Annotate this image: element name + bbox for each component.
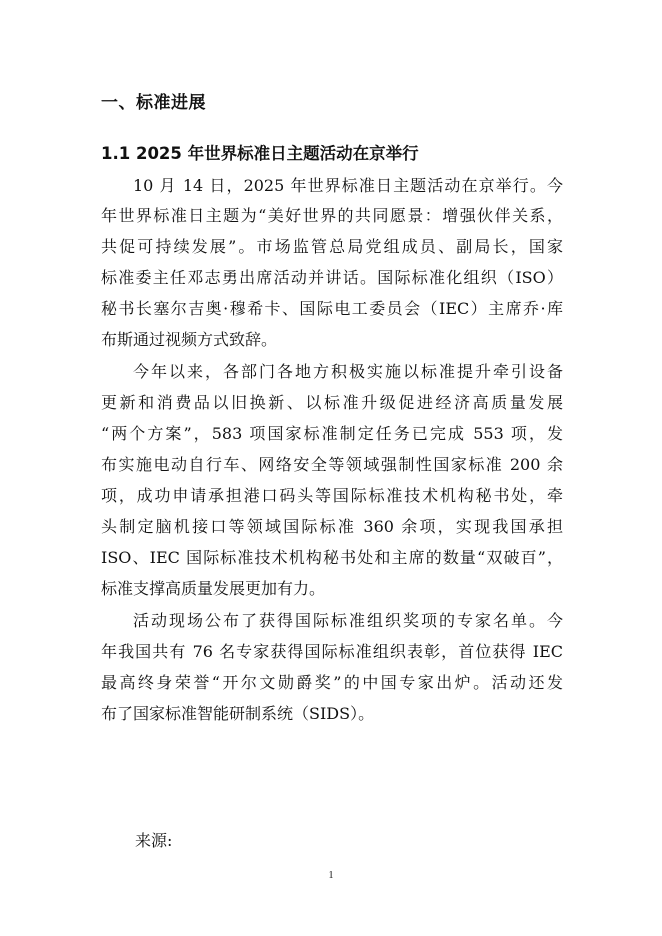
paragraph-line: 今年以来，各部门各地方积极实施以标准提升牵引设备 <box>133 362 563 381</box>
paragraph-line: 布了国家标准智能研制系统（SIDS）。 <box>101 704 375 723</box>
section-heading: 一、标准进展 <box>101 93 206 113</box>
paragraph-line: 标准支撑高质量发展更加有力。 <box>101 579 326 598</box>
paragraph-line: 布实施电动自行车、网络安全等领域强制性国家标准 200 余 <box>101 455 563 474</box>
subsection-heading: 1.1 2025 年世界标准日主题活动在京举行 <box>101 144 419 163</box>
paragraph-line: 项，成功申请承担港口码头等国际标准技术机构秘书处，牵 <box>101 486 563 505</box>
paragraph-line: 最高终身荣誉“开尔文勋爵奖”的中国专家出炉。活动还发 <box>101 673 563 692</box>
paragraph-line: 头制定脑机接口等领域国际标准 360 余项，实现我国承担 <box>101 517 563 536</box>
paragraph-line: 标准委主任邓志勇出席活动并讲话。国际标准化组织（ISO） <box>101 268 563 287</box>
paragraph-line: 10 月 14 日，2025 年世界标准日主题活动在京举行。今 <box>133 176 563 195</box>
source-label: 来源: <box>135 831 173 850</box>
paragraph-line: ISO、IEC 国际标准技术机构秘书处和主席的数量“双破百”， <box>101 548 563 567</box>
paragraph-line: 活动现场公布了获得国际标准组织奖项的专家名单。今 <box>133 611 563 630</box>
paragraph-line: 秘书长塞尔吉奥·穆希卡、国际电工委员会（IEC）主席乔·库 <box>101 299 563 318</box>
paragraph-line: 年我国共有 76 名专家获得国际标准组织表彰，首位获得 IEC <box>101 642 563 661</box>
paragraph-line: 布斯通过视频方式致辞。 <box>101 330 278 349</box>
paragraph-line: “两个方案”，583 项国家标准制定任务已完成 553 项，发 <box>101 424 563 443</box>
paragraph-line: 共促可持续发展”。市场监管总局党组成员、副局长，国家 <box>101 237 563 256</box>
page-number: 1 <box>328 870 334 881</box>
paragraph-line: 更新和消费品以旧换新、以标准升级促进经济高质量发展 <box>101 393 563 412</box>
paragraph-line: 年世界标准日主题为“美好世界的共同愿景：增强伙伴关系， <box>101 206 563 225</box>
